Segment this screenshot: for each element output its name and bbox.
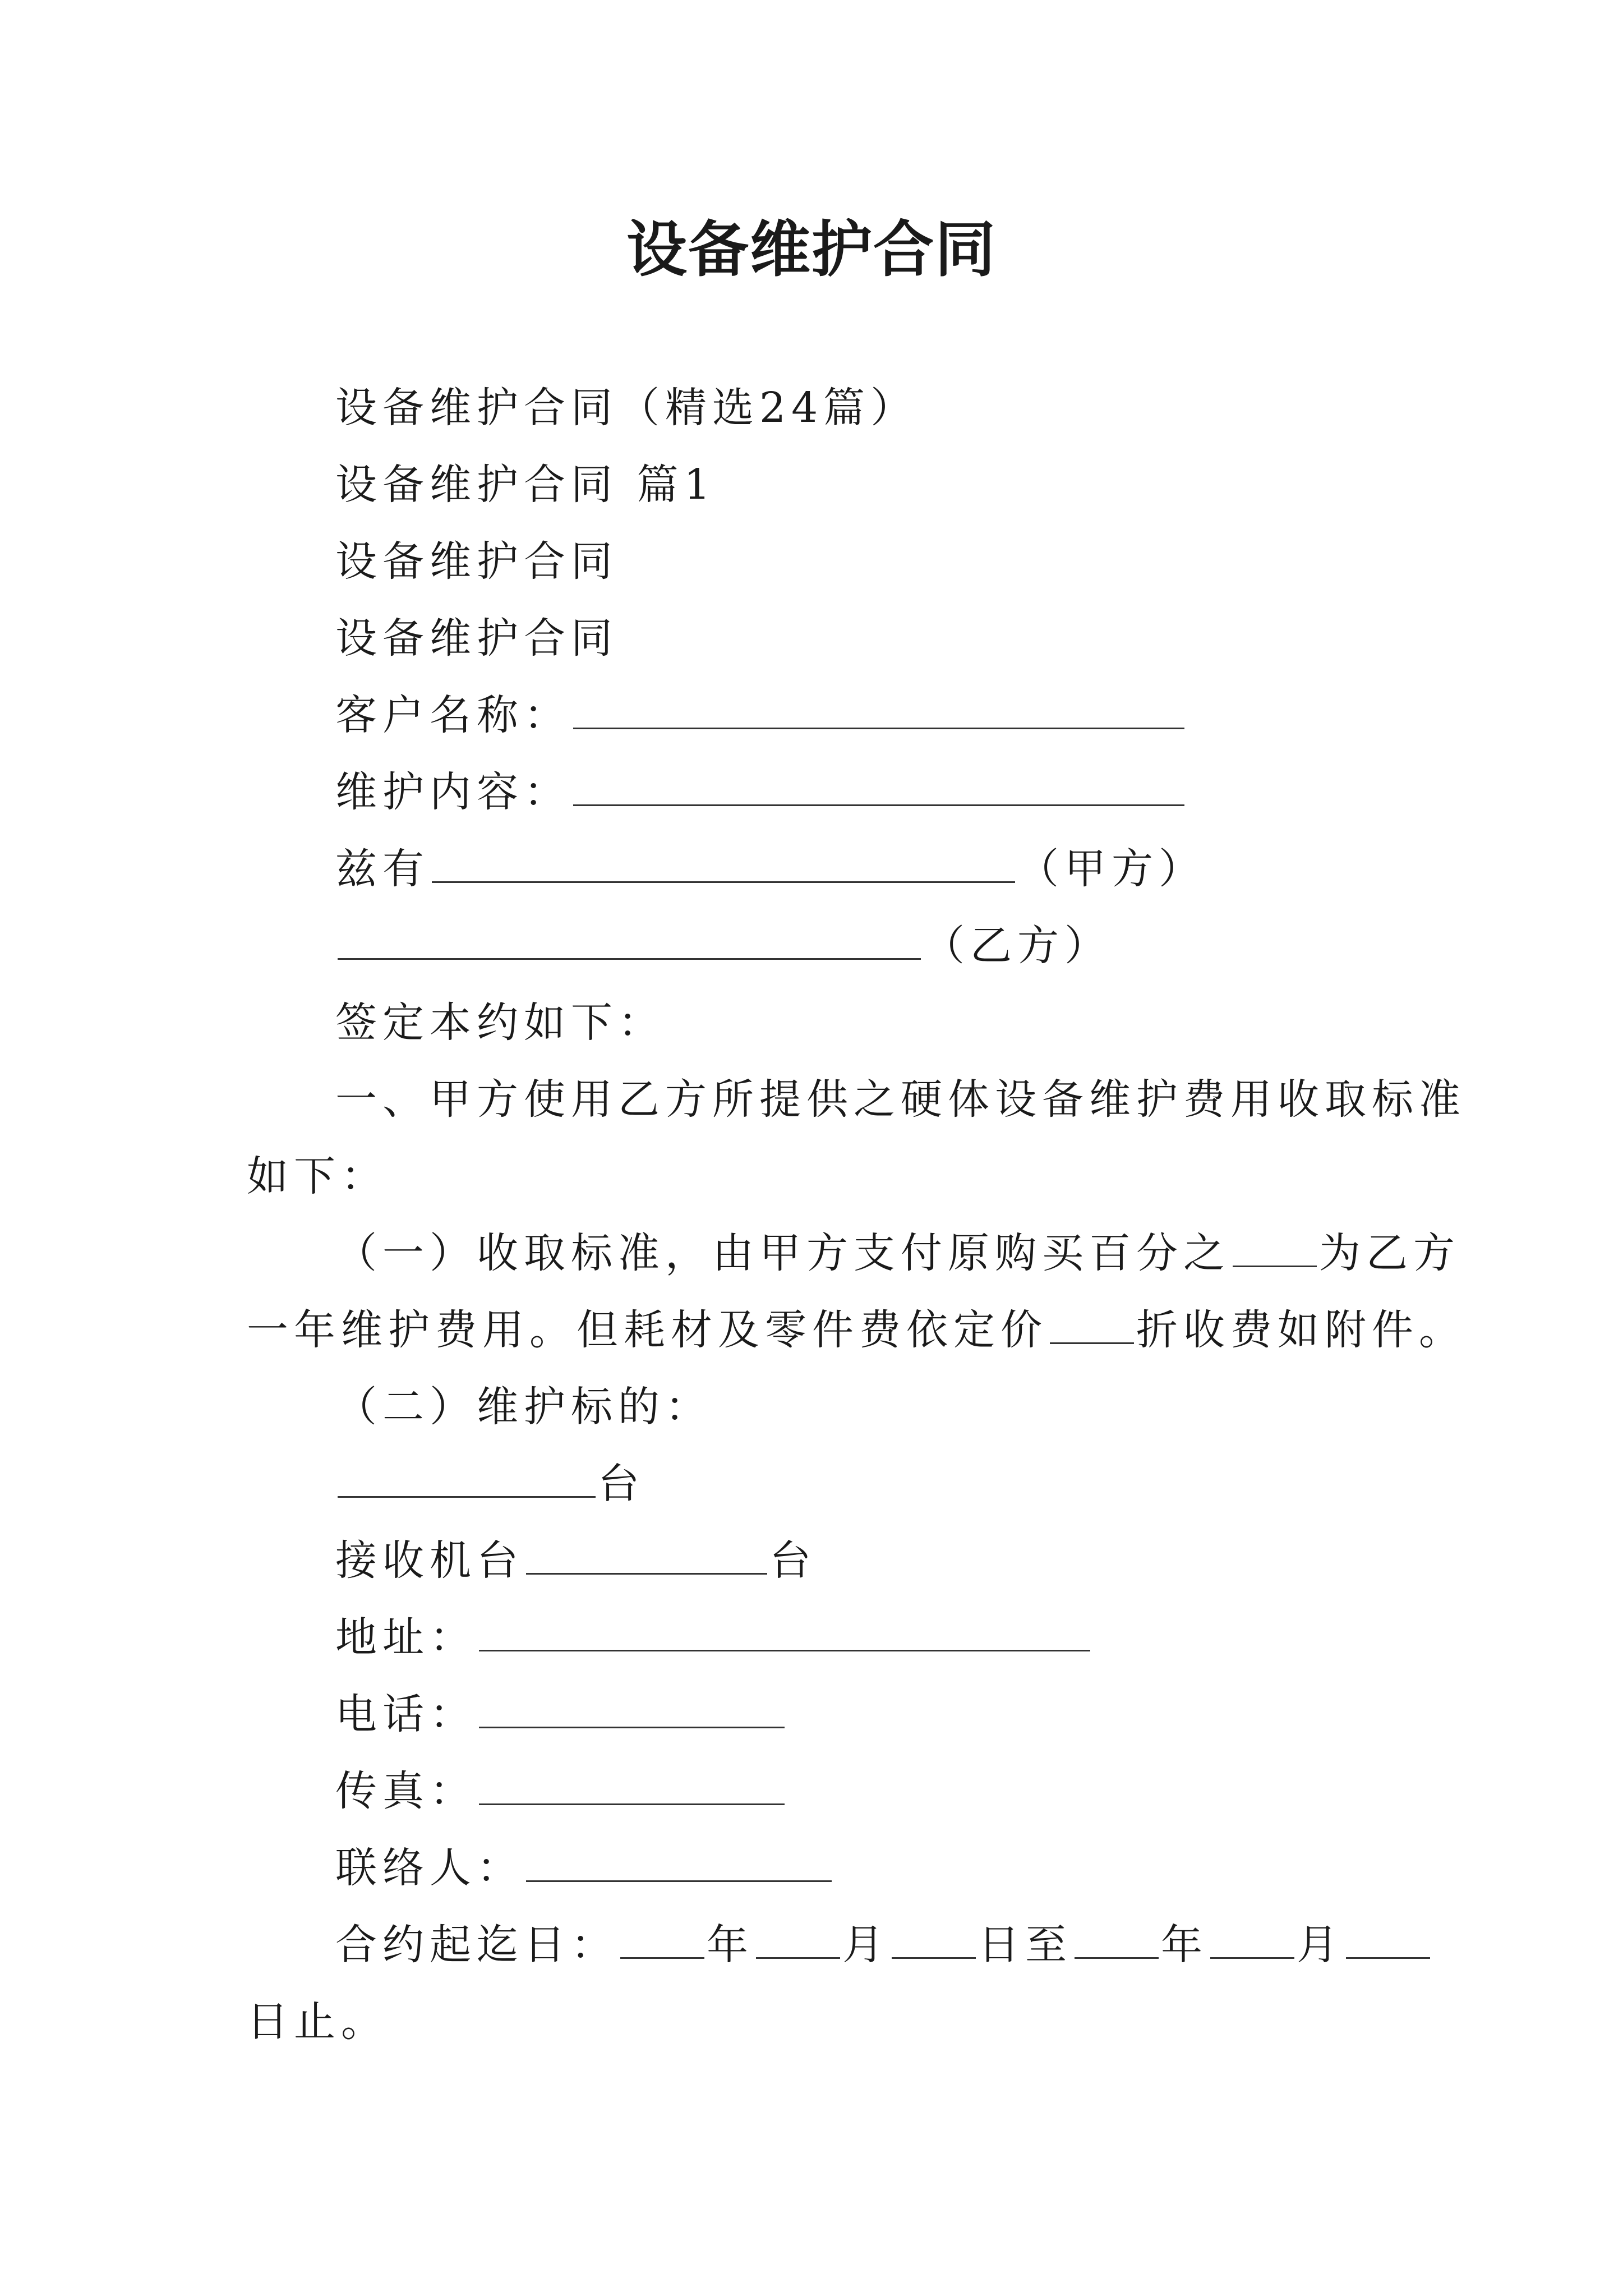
address-blank	[479, 1650, 1090, 1651]
sub2-heading: （二）维护标的：	[335, 1383, 712, 1431]
fax-label: 传真：	[335, 1767, 477, 1815]
party-b-blank	[338, 958, 921, 960]
sub1-line1	[335, 1229, 1460, 1277]
fax-blank	[479, 1803, 785, 1805]
party-a-blank	[432, 881, 1015, 883]
clause1-line2: 如下：	[247, 1152, 388, 1200]
sub1-line2-part2: 折收费如附件。	[1136, 1306, 1466, 1354]
sub1-line2	[247, 1306, 1466, 1354]
heading-a: 设备维护合同	[335, 537, 618, 586]
contact-row	[335, 1844, 834, 1892]
term-month2: 月	[1297, 1921, 1344, 1969]
receiver-label: 接收机台	[335, 1536, 524, 1585]
sub1-part2: 为乙方	[1319, 1229, 1460, 1277]
party-b-label: （乙方）	[923, 922, 1112, 970]
term-label: 合约起迄日：	[335, 1921, 618, 1969]
equipment-blank	[338, 1496, 596, 1498]
discount-blank	[1050, 1342, 1134, 1344]
term-year1: 年	[707, 1921, 754, 1969]
term-day2-blank	[1346, 1957, 1430, 1959]
sub1-line2-part1: 一年维护费用。但耗材及零件费依定价	[247, 1306, 1048, 1354]
term-day1-blank	[892, 1957, 976, 1959]
phone-blank	[479, 1727, 785, 1728]
equipment-row	[335, 1460, 645, 1508]
hereby-text: 兹有	[335, 845, 430, 893]
document-title: 设备维护合同	[626, 215, 997, 285]
contact-label: 联络人：	[335, 1844, 524, 1892]
address-row	[335, 1613, 1092, 1662]
term-month1: 月	[842, 1921, 889, 1969]
agree-text: 签定本约如下：	[335, 999, 665, 1047]
clause1-line1: 一、甲方使用乙方所提供之硬体设备维护费用收取标准	[335, 1075, 1466, 1124]
receiver-unit: 台	[769, 1536, 817, 1585]
phone-label: 电话：	[335, 1690, 477, 1738]
receiver-row	[335, 1536, 817, 1585]
customer-row	[335, 691, 1187, 739]
section-heading: 设备维护合同 篇1	[335, 461, 716, 509]
fax-row	[335, 1767, 787, 1815]
customer-label: 客户名称：	[335, 691, 571, 739]
heading-b: 设备维护合同	[335, 614, 618, 662]
content-label: 维护内容：	[335, 768, 571, 816]
percent-blank	[1233, 1266, 1317, 1267]
term-row	[335, 1921, 1432, 1969]
party-a-row	[335, 845, 1206, 893]
customer-blank	[573, 728, 1184, 729]
subtitle: 设备维护合同（精选24篇）	[335, 384, 918, 432]
phone-row	[335, 1690, 787, 1738]
party-a-label: （甲方）	[1017, 845, 1206, 893]
content-blank	[573, 804, 1184, 806]
term-end: 日止。	[247, 1998, 388, 2046]
term-month1-blank	[756, 1957, 840, 1959]
term-year2: 年	[1161, 1921, 1208, 1969]
address-label: 地址：	[335, 1613, 477, 1662]
party-b-row	[335, 922, 1112, 970]
term-month2-blank	[1210, 1957, 1294, 1959]
sub1-part1: （一）收取标准，由甲方支付原购买百分之	[335, 1229, 1230, 1277]
content-row	[335, 768, 1187, 816]
term-day-to: 日至	[978, 1921, 1072, 1969]
term-year1-blank	[620, 1957, 704, 1959]
term-year2-blank	[1075, 1957, 1159, 1959]
equipment-unit: 台	[598, 1460, 645, 1508]
receiver-blank	[526, 1573, 767, 1575]
contact-blank	[526, 1880, 832, 1882]
